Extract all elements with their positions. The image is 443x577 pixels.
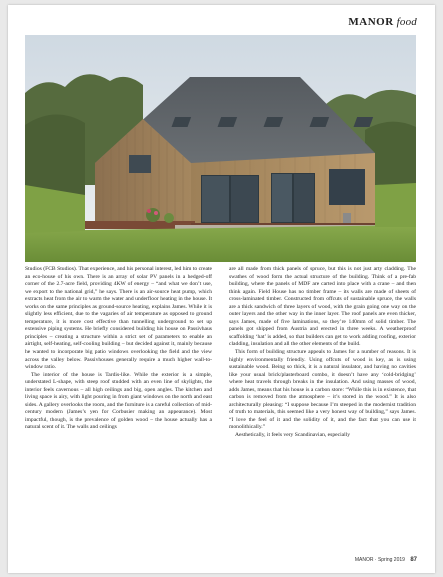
magazine-page	[8, 5, 435, 573]
article-body	[25, 266, 416, 554]
house-photo	[25, 35, 416, 262]
column-left	[25, 266, 212, 432]
folio-label: MANOR · Spring 2019	[354, 557, 405, 563]
page-number: 87	[410, 557, 417, 563]
paragraph: Aesthetically, it feels very Scandinavian, especially	[235, 432, 351, 439]
paragraph: This form of building structure appeals to James for a number of reasons. It is highly environmentally friendly. Using offcuts of wood is key, as is using sustainable wood. Being so thick, it is a natural insulator, and having no cavities like your usual brick/plasterboard combo, it doesn’t have any ‘cold-bridging’ where heat travels through breaks in the insulation. And using masses of wood, adds James, means that his house is a carbon store: “While this is in existence, that carbon is removed from the atmosphere – it’s stored in the wood.” It is also architecturally pleasing: “I suppose because I’m steeped in the modernist tradition of truth to materials, this seemed like a very honest way of building,” says James. “I love the feel of it and the solidity of it, and the fact that you can use it monolithically.”	[229, 349, 416, 431]
masthead	[348, 16, 417, 28]
folio	[355, 557, 417, 563]
paragraph: are all made from thick panels of spruce, but this is not just arty cladding. The swathes of wood form the actual structure of the building. Think of a pre-fab building, where the panels of MDF are carted into place with a crane – and then think again. Field House has no timber frame – its walls are made of sheets of cross-laminated timber. Constructed from offcuts of sustainable spruce, the walls are a thick sandwich of three layers of wood, with the grain going one way on the outer layers and the other way in the inner layer. The roof panels are even thicker, says James, made of five laminations, so they’re 140mm of solid timber. The panels got shipped from Austria and erected in three weeks. A weatherproof scaffolding ‘hat’ is added, so that builders can get to work adding roofing, exterior cladding, insulation and all the other elements of the build.	[229, 266, 416, 348]
column-right	[229, 266, 416, 440]
paragraph: The interior of the house is Tardis-like. While the exterior is a simple, understated L-shape, with steep roof studded with an even line of skylights, the interior feels cavernous – all high ceilings and big, open angles. The kitchen and living space is airy, with light pouring in from giant windows on the north and east sides. A gallery overlooks the room, and the furniture is a careful collection of mid-century modern (James’s yen for Corbusier making an appearance). Most impactful, though, is the prevalence of golden wood – the house actually has a natural scent of it. The walls and ceilings	[25, 371, 212, 431]
masthead-brand: MANOR	[348, 16, 394, 28]
masthead-section: food	[396, 16, 417, 28]
paragraph: Studios (FCB Studios). That experience, and his personal interest, led him to create an eco-house of his own. There is an array of solar PV panels in a hedged-off corner of the 2.7-acre field, providing 4KW of energy – “and what we don’t use, we export to the national grid,” he says. There is an air-source heat pump, which extracts heat from the air to warm the water and underfloor heating in the house. It works on the same principles as ground-source heating, explains James. While it is slightly less efficient, due to the vagaries of air temperature as opposed to ground temperature, it is more cost effective than tunnelling underground to set up extensive piping systems. He briefly considered building his house on Passivhaus principles – creating a structure within a strict set of parameters to enable an airtight, self-heating, self-cooling building – but decided against it, mainly because he wanted to incorporate big patio windows overlooking the field and the view across the valley below. Passivhouses generally require a much higher wall-to-window ratio.	[25, 266, 212, 371]
